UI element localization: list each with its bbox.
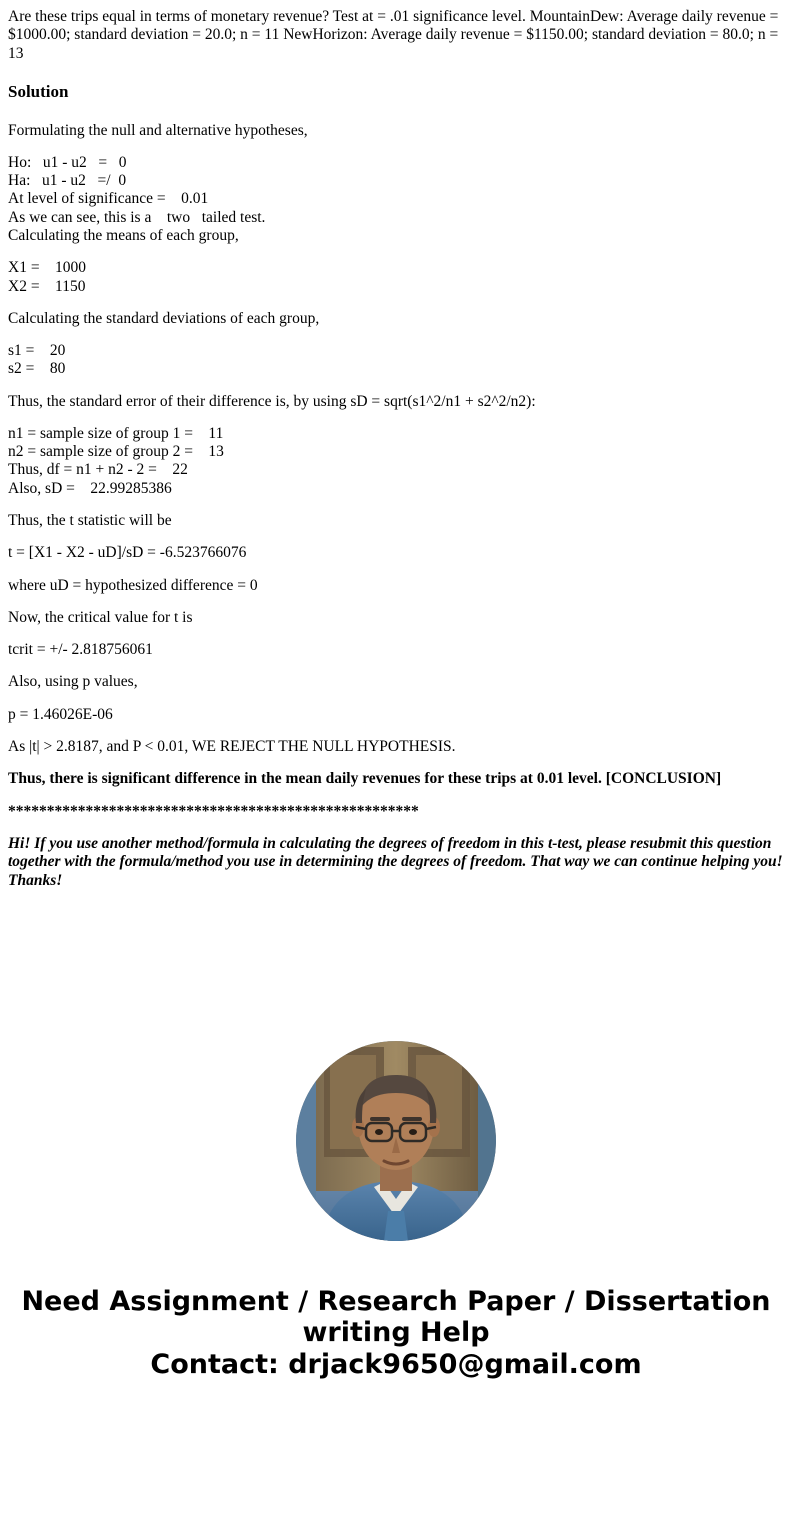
tutor-note: Hi! If you use another method/formula in calculating the degrees of freedom in this t-test, please resubmit this question together with the formula/method you use in determining the degrees of freedom. That way we can continue helping you! Thanks!: [8, 834, 783, 890]
hypothesized-difference: where uD = hypothesized difference = 0: [8, 576, 258, 594]
avatar-container: [8, 1041, 784, 1241]
profile-photo-icon: [296, 1041, 496, 1241]
mean-x2: X2 = 1150: [8, 277, 86, 295]
tail-type: As we can see, this is a two tailed test.: [8, 208, 266, 226]
hypotheses-block: [8, 154, 784, 245]
solution-heading: Solution: [8, 81, 69, 101]
avatar: [296, 1041, 496, 1241]
standard-error-text: Thus, the standard error of their difference is, by using sD = sqrt(s1^2/n1 + s2^2/n2):: [8, 392, 536, 410]
t-statistic-value: t = [X1 - X2 - uD]/sD = -6.523766076: [8, 544, 247, 562]
question-text: Are these trips equal in terms of monetary revenue? Test at = .01 significance level. MountainDew: Average daily revenue = $1000.00; standard deviation = 20.0; n = 11 NewHorizon: Average daily revenue = $1150.00; standard deviation = 80.0; n = 13: [8, 8, 779, 62]
conclusion-statement: Thus, there is significant difference in the mean daily revenues for these trips at 0.01 level. [CONCLUSION]: [8, 770, 722, 788]
degrees-of-freedom-block: [8, 425, 784, 498]
critical-value-intro: Now, the critical value for t is: [8, 608, 193, 626]
hypothesis-alternative: Ha: u1 - u2 =/ 0: [8, 172, 127, 190]
degrees-of-freedom: Thus, df = n1 + n2 - 2 = 22: [8, 461, 188, 479]
hypothesis-null: Ho: u1 - u2 = 0: [8, 153, 127, 171]
sd-s1: s1 = 20: [8, 342, 66, 360]
formulating-text: Formulating the null and alternative hypotheses,: [8, 121, 308, 139]
p-value-intro: Also, using p values,: [8, 673, 138, 691]
sample-size-n2: n2 = sample size of group 2 = 13: [8, 443, 224, 461]
means-intro: Calculating the means of each group,: [8, 226, 239, 244]
sd-block: [8, 342, 784, 379]
t-statistic-intro: Thus, the t statistic will be: [8, 512, 172, 530]
p-value: p = 1.46026E-06: [8, 705, 113, 723]
standard-error-value: Also, sD = 22.99285386: [8, 479, 172, 497]
decision-statement: As |t| > 2.8187, and P < 0.01, WE REJECT THE NULL HYPOTHESIS.: [8, 738, 456, 755]
sd-intro-text: Calculating the standard deviations of each group,: [8, 309, 320, 327]
section-divider: *****************************************************: [8, 802, 419, 820]
mean-x1: X1 = 1000: [8, 259, 87, 277]
sd-s2: s2 = 80: [8, 360, 66, 378]
significance-level: At level of significance = 0.01: [8, 190, 209, 208]
footer-contact: Contact: drjack9650@gmail.com: [150, 1348, 642, 1380]
means-block: [8, 259, 784, 296]
footer-headline: Need Assignment / Research Paper / Dissertation writing Help: [21, 1286, 771, 1348]
critical-value: tcrit = +/- 2.818756061: [8, 641, 153, 659]
sample-size-n1: n1 = sample size of group 1 = 11: [8, 424, 224, 442]
footer-cta: [8, 1287, 784, 1410]
